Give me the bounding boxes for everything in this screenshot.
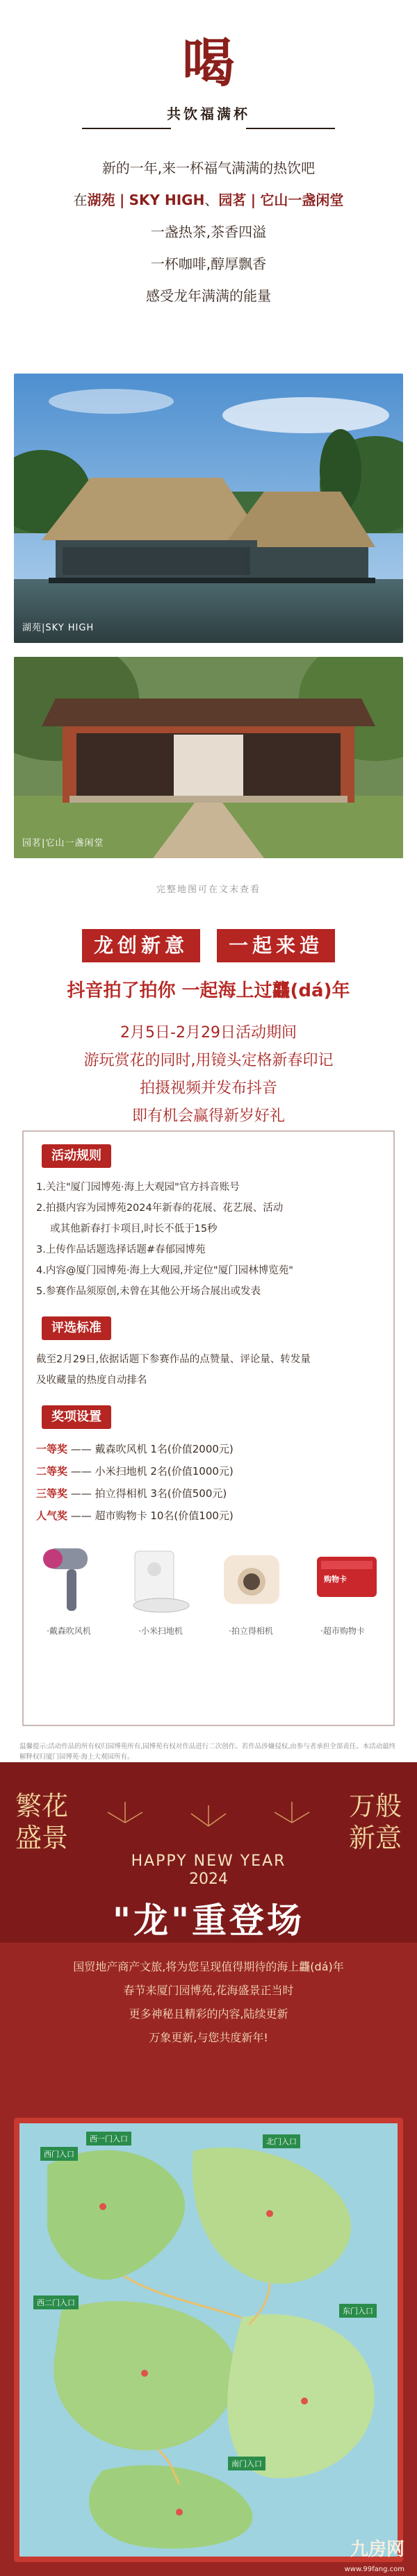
photo-lakeside-image — [14, 374, 403, 643]
rule-item: 5.参赛作品须原创,未曾在其他公开场合展出或发表 — [36, 1286, 261, 1297]
prize-caption: ·戴森吹风机 — [47, 1626, 91, 1636]
instant-camera-icon — [224, 1555, 279, 1604]
rule-item: 3.上传作品话题选择话题#春郁园博苑 — [36, 1244, 206, 1255]
rule-item: 4.内容@厦门园博苑·海上大观园,并定位"厦门园林博览苑" — [36, 1265, 293, 1276]
rule-item: 2.拍摄内容为园博苑2024年新春的花展、花艺展、活动 — [36, 1203, 284, 1214]
activity-line: 游玩赏花的同时,用镜头定格新春印记 — [83, 1052, 334, 1069]
logo-glyph: 喝 — [182, 32, 235, 94]
divider — [82, 128, 171, 129]
map-label: 北门入口 — [263, 2134, 300, 2148]
prize-row: 二等奖 —— 小米扫地机 2名(价值1000元) — [36, 1465, 234, 1478]
new-year-line: 万象更新,与您共度新年! — [149, 2031, 268, 2044]
photo-caption: 湖苑|SKY HIGH — [22, 623, 95, 633]
fireworks-decoration — [97, 1798, 320, 1847]
prize-row: 人气奖 —— 超市购物卡 10名(价值100元) — [36, 1509, 234, 1522]
map-label: 南门入口 — [228, 2457, 265, 2470]
hair-dryer-icon — [43, 1548, 88, 1611]
park-map-illustration — [19, 2123, 398, 2557]
rule-item: 或其他新春打卡项目,时长不低于15秒 — [50, 1223, 218, 1235]
divider — [246, 128, 335, 129]
prize-caption: ·小米扫地机 — [138, 1626, 183, 1636]
intro-line: 一杯咖啡,醇厚飘香 — [150, 256, 267, 272]
map-label: 西一门入口 — [86, 2132, 131, 2146]
card-text: 购物卡 — [324, 1575, 347, 1584]
activity-line: 即有机会赢得新岁好礼 — [131, 1107, 285, 1125]
prize-row: 一等奖 —— 戴森吹风机 1名(价值2000元) — [36, 1443, 234, 1455]
intro-line: 新的一年,来一杯福气满满的热饮吧 — [101, 160, 316, 176]
park-map — [14, 2118, 403, 2562]
new-year-line: 国贸地产商产文旅,将为您呈现值得期待的海上龘(dá)年 — [73, 1960, 344, 1973]
activity-subtitle: 抖音拍了拍你 一起海上过龘(dá)年 — [67, 980, 350, 1001]
banner-left: 龙创新意 — [82, 929, 200, 962]
prizes-title: 奖项设置 — [42, 1405, 111, 1429]
rules-title: 活动规则 — [42, 1144, 111, 1168]
map-note: 完整地图可在文末查看 — [156, 885, 261, 895]
activity-date: 2月5日-2月29日活动期间 — [120, 1024, 297, 1042]
new-year-line: 更多神秘且精彩的内容,陆续更新 — [129, 2007, 288, 2021]
venue-line: 在湖苑 | SKY HIGH、园茗 | 它山一盏闲堂 — [73, 192, 344, 208]
activity-line: 拍摄视频并发布抖音 — [139, 1080, 277, 1097]
map-label: 西门入口 — [40, 2147, 78, 2161]
new-year-title: "龙"重登场 — [112, 1900, 305, 1941]
prize-row: 三等奖 —— 拍立得相机 3名(价值500元) — [36, 1487, 227, 1500]
criteria-line: 及收藏量的热度自动排名 — [36, 1375, 147, 1386]
photo-tea-pavilion — [14, 657, 403, 858]
tagline: 共饮福满杯 — [167, 106, 250, 122]
disclaimer: 温馨提示:活动作品的所有权归园博苑所有,园博苑有权对作品进行二次创作。若作品涉嫌侵权,由参与者承担全部责任。本活动最终解释权归厦门园博苑·海上大观园所有。 — [19, 1743, 396, 1761]
prize-caption: ·拍立得相机 — [229, 1626, 273, 1636]
prize-images — [32, 1541, 386, 1618]
map-label: 东门入口 — [339, 2304, 377, 2318]
rule-item: 1.关注"厦门园博苑·海上大观园"官方抖音账号 — [36, 1182, 240, 1193]
year: 2024 — [189, 1871, 228, 1888]
robot-vacuum-icon — [133, 1551, 189, 1612]
banner-right: 一起来造 — [217, 929, 335, 962]
watermark: 九房网 — [350, 2539, 404, 2560]
photo-pavilion-image — [14, 657, 403, 858]
watermark-url: www.99fang.com — [344, 2566, 404, 2573]
corner-right: 万般 新意 — [348, 1791, 402, 1853]
happy-new-year: HAPPY NEW YEAR — [131, 1852, 286, 1870]
prize-caption: ·超市购物卡 — [320, 1626, 365, 1636]
intro-line: 感受龙年满满的能量 — [146, 287, 271, 304]
new-year-line: 春节来厦门园博苑,花海盛景正当时 — [123, 1984, 294, 1997]
criteria-line: 截至2月29日,依据话题下参赛作品的点赞量、评论量、转发量 — [36, 1354, 311, 1365]
intro-line: 一盏热茶,茶香四溢 — [150, 224, 267, 240]
corner-left: 繁花 盛景 — [15, 1791, 69, 1853]
criteria-title: 评选标准 — [42, 1316, 111, 1340]
photo-lakeside-cafe — [14, 374, 403, 643]
photo-caption: 园茗|它山一盏闲堂 — [22, 838, 104, 848]
map-label: 西二门入口 — [33, 2295, 79, 2309]
